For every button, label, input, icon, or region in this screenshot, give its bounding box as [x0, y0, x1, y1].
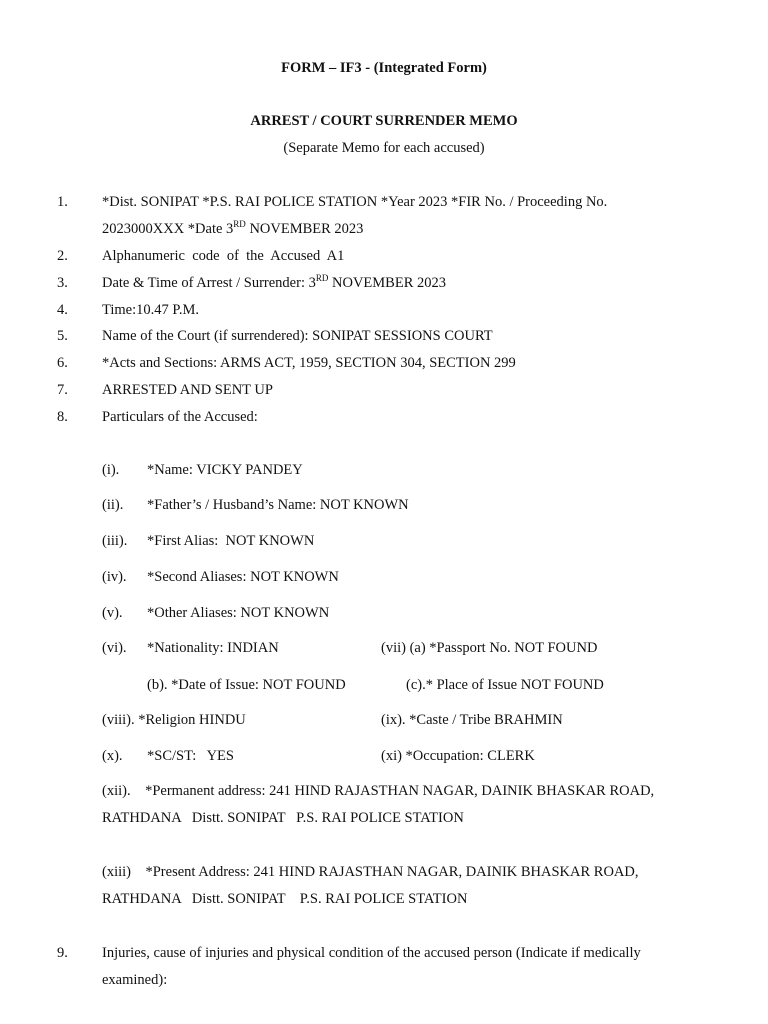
item-3-prefix: Date & Time of Arrest / Surrender: 3: [102, 275, 316, 291]
item-4-number: 4.: [57, 302, 68, 318]
particular-occupation: (xi) *Occupation: CLERK: [381, 748, 535, 764]
item-2-number: 2.: [57, 248, 68, 264]
item-3-text: [102, 274, 446, 292]
particular-iii-label: (iii).: [102, 533, 128, 549]
item-6-number: 6.: [57, 355, 68, 371]
item-3-number: 3.: [57, 275, 68, 291]
particular-passport-no: (vii) (a) *Passport No. NOT FOUND: [381, 640, 598, 656]
item-9-number: 9.: [57, 945, 68, 961]
item-3-date-suffix: RD: [315, 273, 329, 283]
item-4-text: Time:10.47 P.M.: [102, 302, 199, 318]
item-5-number: 5.: [57, 328, 68, 344]
particular-caste-tribe: (ix). *Caste / Tribe BRAHMIN: [381, 712, 563, 728]
item-5-text: Name of the Court (if surrendered): SONIPAT SESSIONS COURT: [102, 328, 493, 344]
particular-name: *Name: VICKY PANDEY: [147, 462, 303, 478]
item-7-number: 7.: [57, 382, 68, 398]
item-8-number: 8.: [57, 409, 68, 425]
particular-v-label: (v).: [102, 605, 123, 621]
item-2-text: Alphanumeric code of the Accused A1: [102, 248, 345, 264]
particular-x-label: (x).: [102, 748, 123, 764]
particular-sc-st: *SC/ST: YES: [147, 748, 234, 764]
particular-iv-label: (iv).: [102, 569, 127, 585]
particular-first-alias: *First Alias: NOT KNOWN: [147, 533, 315, 549]
item-3-month: NOVEMBER 2023: [328, 275, 446, 291]
memo-subtitle: (Separate Memo for each accused): [283, 140, 485, 156]
item-6-text: *Acts and Sections: ARMS ACT, 1959, SECTION 304, SECTION 299: [102, 355, 516, 371]
item-1-line1: *Dist. SONIPAT *P.S. RAI POLICE STATION *Year 2023 *FIR No. / Proceeding No.: [102, 194, 608, 210]
item-9-line1: Injuries, cause of injuries and physical condition of the accused person (Indicate if medically: [102, 945, 641, 961]
particular-passport-date-of-issue: (b). *Date of Issue: NOT FOUND: [147, 677, 346, 693]
particular-present-address-line1: (xiii) *Present Address: 241 HIND RAJASTHAN NAGAR, DAINIK BHASKAR ROAD,: [102, 864, 639, 880]
item-9-line2: examined):: [102, 972, 168, 988]
particular-religion: (viii). *Religion HINDU: [102, 712, 246, 728]
form-title: FORM – IF3 - (Integrated Form): [281, 60, 487, 76]
memo-title: ARREST / COURT SURRENDER MEMO: [250, 113, 518, 129]
particular-i-label: (i).: [102, 462, 120, 478]
particular-vi-label: (vi).: [102, 640, 127, 656]
item-8-text: Particulars of the Accused:: [102, 409, 258, 425]
item-1-line2: [102, 220, 363, 238]
particular-permanent-address-line1: (xii). *Permanent address: 241 HIND RAJASTHAN NAGAR, DAINIK BHASKAR ROAD,: [102, 783, 655, 799]
particular-present-address-line2: RATHDANA Distt. SONIPAT P.S. RAI POLICE STATION: [102, 891, 468, 907]
particular-nationality: *Nationality: INDIAN: [147, 640, 279, 656]
item-1-date-prefix: 2023000XXX *Date 3: [102, 221, 234, 237]
particular-ii-label: (ii).: [102, 497, 124, 513]
item-1-number: 1.: [57, 194, 68, 210]
item-7-text: ARRESTED AND SENT UP: [102, 382, 273, 398]
particular-other-aliases: *Other Aliases: NOT KNOWN: [147, 605, 330, 621]
particular-passport-place-of-issue: (c).* Place of Issue NOT FOUND: [406, 677, 604, 693]
item-1-date-month: NOVEMBER 2023: [245, 221, 364, 237]
particular-permanent-address-line2: RATHDANA Distt. SONIPAT P.S. RAI POLICE STATION: [102, 810, 464, 826]
item-1-date-suffix: RD: [233, 219, 246, 229]
particular-father-name: *Father’s / Husband’s Name: NOT KNOWN: [147, 497, 409, 513]
particular-second-aliases: *Second Aliases: NOT KNOWN: [147, 569, 339, 585]
